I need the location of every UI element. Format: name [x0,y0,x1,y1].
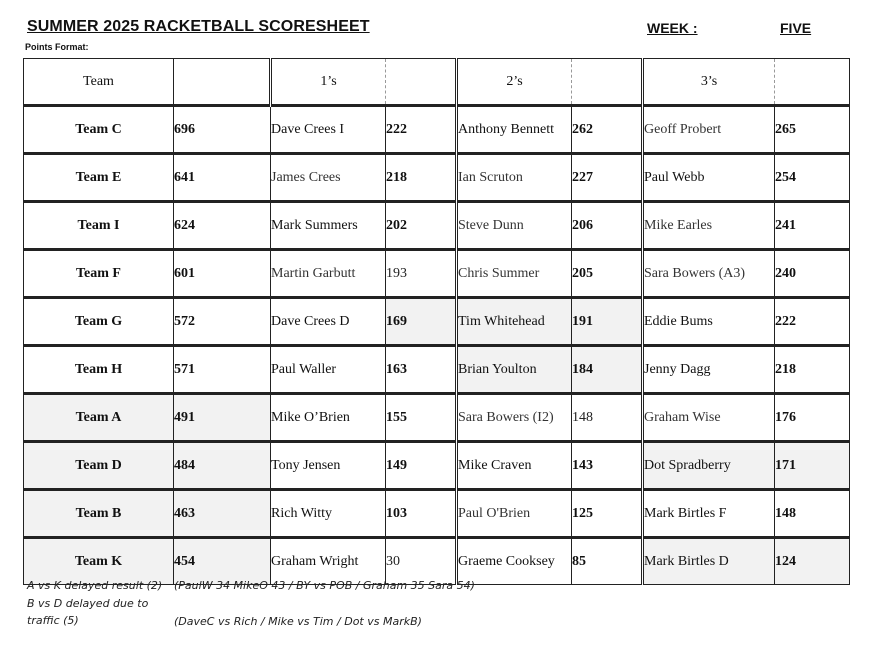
header-threes: 3’s [643,59,775,106]
table-row [24,202,850,250]
team-total-cell: 624 [174,202,271,250]
player-3-score-cell: 176 [775,394,850,442]
player-1-name-cell: Graham Wright [271,538,386,585]
note-b-vs-d-line2: traffic (5) [27,614,79,627]
player-2-score-cell: 191 [572,298,643,346]
player-3-score-cell: 254 [775,154,850,202]
team-name-cell: Team F [24,250,174,298]
player-1-score-cell: 218 [386,154,457,202]
points-format-label: Points Format: [25,42,89,52]
player-2-name-cell: Brian Youlton [457,346,572,394]
team-name-cell: Team K [24,538,174,585]
team-total-cell: 572 [174,298,271,346]
player-3-name-cell: Sara Bowers (A3) [643,250,775,298]
player-2-score-cell: 85 [572,538,643,585]
player-2-name-cell: Ian Scruton [457,154,572,202]
header-twos: 2’s [457,59,572,106]
player-2-score-cell: 148 [572,394,643,442]
player-3-score-cell: 218 [775,346,850,394]
team-total-cell: 571 [174,346,271,394]
player-2-score-cell: 262 [572,106,643,154]
player-3-score-cell: 124 [775,538,850,585]
week-label: WEEK : [647,20,698,36]
team-name-cell: Team B [24,490,174,538]
table-row [24,442,850,490]
header-ones: 1’s [271,59,386,106]
team-total-cell: 696 [174,106,271,154]
note-a-vs-k-detail: (PaulW 34 MikeO 43 / BY vs POB / Graham 35 Sara 54) [174,579,475,592]
team-total-cell: 463 [174,490,271,538]
player-1-score-cell: 193 [386,250,457,298]
player-2-name-cell: Tim Whitehead [457,298,572,346]
team-name-cell: Team D [24,442,174,490]
player-1-name-cell: Rich Witty [271,490,386,538]
table-row [24,106,850,154]
table-row [24,538,850,585]
player-3-score-cell: 222 [775,298,850,346]
player-1-score-cell: 222 [386,106,457,154]
table-row [24,154,850,202]
player-2-name-cell: Graeme Cooksey [457,538,572,585]
player-3-name-cell: Dot Spradberry [643,442,775,490]
table-row [24,490,850,538]
player-2-score-cell: 125 [572,490,643,538]
player-2-score-cell: 206 [572,202,643,250]
player-1-score-cell: 30 [386,538,457,585]
player-3-name-cell: Paul Webb [643,154,775,202]
team-name-cell: Team E [24,154,174,202]
player-2-name-cell: Chris Summer [457,250,572,298]
player-2-name-cell: Steve Dunn [457,202,572,250]
team-name-cell: Team H [24,346,174,394]
team-name-cell: Team I [24,202,174,250]
note-b-vs-d-detail: (DaveC vs Rich / Mike vs Tim / Dot vs MarkB) [174,615,422,628]
player-3-score-cell: 148 [775,490,850,538]
team-name-cell: Team G [24,298,174,346]
player-2-score-cell: 205 [572,250,643,298]
player-1-name-cell: Dave Crees D [271,298,386,346]
player-2-name-cell: Sara Bowers (I2) [457,394,572,442]
player-2-name-cell: Paul O'Brien [457,490,572,538]
player-1-name-cell: Paul Waller [271,346,386,394]
player-3-name-cell: Geoff Probert [643,106,775,154]
player-1-score-cell: 149 [386,442,457,490]
team-name-cell: Team A [24,394,174,442]
player-1-score-cell: 169 [386,298,457,346]
player-3-name-cell: Eddie Bums [643,298,775,346]
player-2-score-cell: 143 [572,442,643,490]
player-3-score-cell: 240 [775,250,850,298]
player-1-score-cell: 103 [386,490,457,538]
player-2-name-cell: Anthony Bennett [457,106,572,154]
table-row [24,394,850,442]
player-2-score-cell: 227 [572,154,643,202]
player-1-name-cell: Mike O’Brien [271,394,386,442]
team-total-cell: 641 [174,154,271,202]
table-row [24,346,850,394]
header-team: Team [24,59,174,106]
player-3-score-cell: 241 [775,202,850,250]
note-b-vs-d-line1: B vs D delayed due to [27,597,149,610]
player-3-name-cell: Mike Earles [643,202,775,250]
header-row [24,59,850,106]
player-3-name-cell: Mark Birtles D [643,538,775,585]
player-1-score-cell: 202 [386,202,457,250]
note-a-vs-k: A vs K delayed result (2) [27,579,163,592]
player-2-score-cell: 184 [572,346,643,394]
player-1-name-cell: James Crees [271,154,386,202]
team-total-cell: 484 [174,442,271,490]
player-1-name-cell: Tony Jensen [271,442,386,490]
sheet-title: SUMMER 2025 RACKETBALL SCORESHEET [27,18,370,35]
player-1-score-cell: 163 [386,346,457,394]
team-name-cell: Team C [24,106,174,154]
player-3-score-cell: 171 [775,442,850,490]
table-row [24,298,850,346]
week-value: FIVE [780,20,812,36]
player-3-name-cell: Jenny Dagg [643,346,775,394]
header-total [174,59,271,106]
team-total-cell: 601 [174,250,271,298]
header-threes-score [775,59,850,106]
player-1-name-cell: Mark Summers [271,202,386,250]
table-row [24,250,850,298]
player-3-score-cell: 265 [775,106,850,154]
player-3-name-cell: Mark Birtles F [643,490,775,538]
player-1-score-cell: 155 [386,394,457,442]
team-total-cell: 491 [174,394,271,442]
scoresheet-table [23,58,850,585]
header-twos-score [572,59,643,106]
player-3-name-cell: Graham Wise [643,394,775,442]
header-ones-score [386,59,457,106]
team-total-cell: 454 [174,538,271,585]
player-2-name-cell: Mike Craven [457,442,572,490]
player-1-name-cell: Martin Garbutt [271,250,386,298]
player-1-name-cell: Dave Crees I [271,106,386,154]
